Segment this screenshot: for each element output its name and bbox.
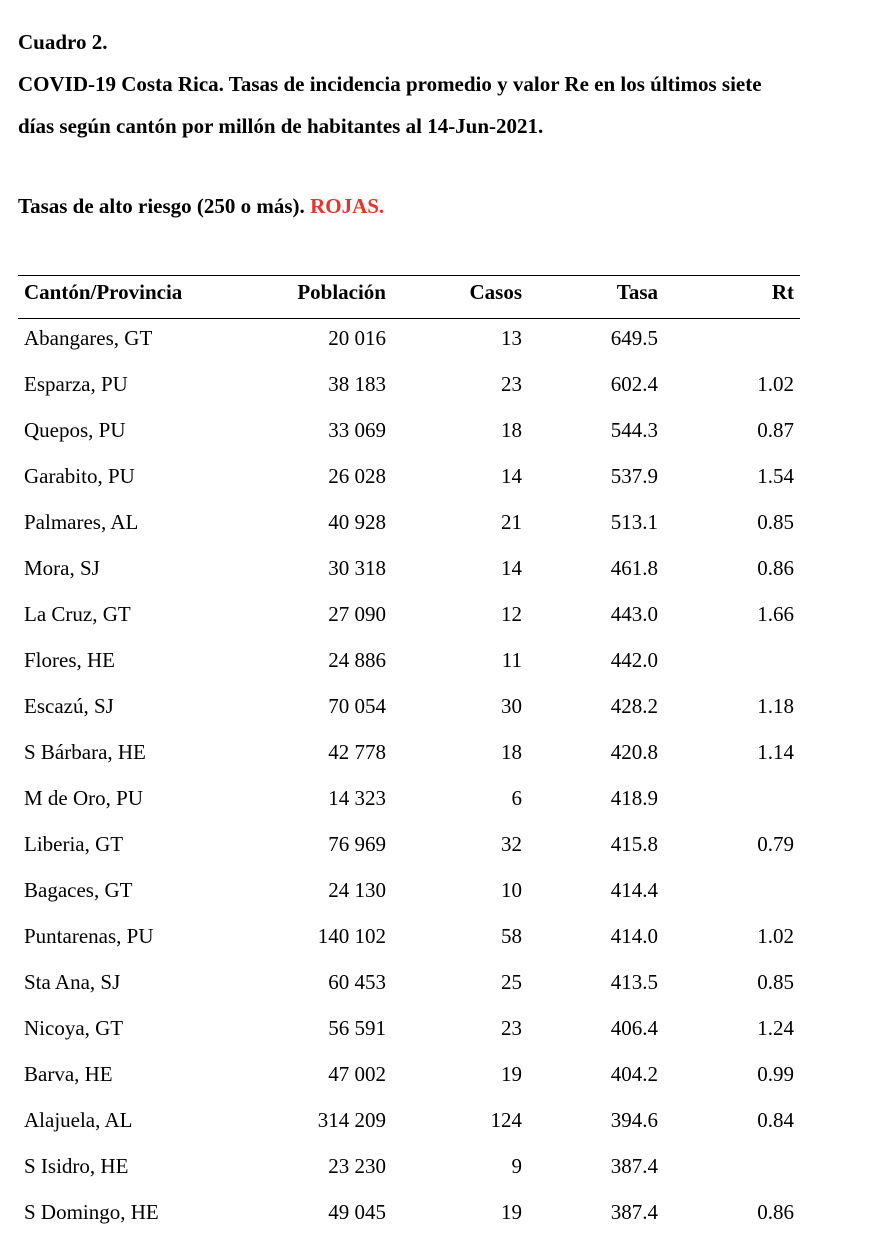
cell-cases: 21 [501, 510, 522, 534]
cell-rt: 1.14 [757, 740, 794, 764]
cell-rate: 394.6 [610, 1108, 658, 1132]
cell-population: 26 028 [328, 464, 386, 488]
cell-cases: 13 [501, 326, 522, 350]
cell-rate: 420.8 [610, 740, 658, 764]
cell-rate: 602.4 [610, 372, 658, 396]
cell-population: 56 591 [328, 1016, 386, 1040]
cell-rate: 442.0 [610, 648, 658, 672]
table-row [18, 959, 800, 1005]
cell-population: 14 323 [328, 786, 386, 810]
cell-rate: 414.4 [610, 878, 658, 902]
cell-rate: 428.2 [610, 694, 658, 718]
cell-population: 70 054 [328, 694, 386, 718]
cell-cases: 18 [501, 418, 522, 442]
table-row [18, 499, 800, 545]
column-header-rt: Rt [771, 280, 794, 304]
risk-caption-text: Tasas de alto riesgo (250 o más). [18, 194, 305, 218]
column-header-rate: Tasa [616, 280, 658, 304]
cell-cases: 19 [501, 1062, 522, 1086]
cell-population: 30 318 [328, 556, 386, 580]
table-row [18, 775, 800, 821]
cell-canton: Garabito, PU [24, 464, 135, 488]
cell-rt: 0.99 [757, 1062, 794, 1086]
cell-cases: 9 [511, 1154, 522, 1178]
cell-canton: Bagaces, GT [24, 878, 133, 902]
cell-rate: 413.5 [610, 970, 658, 994]
cell-canton: Nicoya, GT [24, 1016, 124, 1040]
cell-population: 76 969 [328, 832, 386, 856]
cell-rt: 1.66 [757, 602, 794, 626]
table-row [18, 1005, 800, 1051]
cell-canton: Abangares, GT [24, 326, 153, 350]
cell-rate: 544.3 [610, 418, 658, 442]
cell-population: 42 778 [328, 740, 386, 764]
cell-rate: 443.0 [610, 602, 658, 626]
cell-rate: 537.9 [610, 464, 658, 488]
cell-canton: Escazú, SJ [24, 694, 114, 718]
table-row [18, 361, 800, 407]
cell-population: 24 886 [328, 648, 386, 672]
cell-cases: 18 [501, 740, 522, 764]
cell-population: 24 130 [328, 878, 386, 902]
cell-canton: S Bárbara, HE [24, 740, 146, 764]
table-row [18, 1051, 800, 1097]
table-row [18, 545, 800, 591]
column-header-cases: Casos [469, 280, 522, 304]
column-header-population: Población [297, 280, 386, 304]
cell-population: 40 928 [328, 510, 386, 534]
cell-cases: 14 [501, 556, 522, 580]
table-number: Cuadro 2. [18, 30, 108, 54]
table-title-line-2: días según cantón por millón de habitantes al 14-Jun-2021. [18, 114, 544, 138]
cell-rate: 415.8 [610, 832, 658, 856]
cell-rt: 0.86 [757, 556, 794, 580]
cell-rt: 1.54 [757, 464, 794, 488]
table-row [18, 591, 800, 637]
risk-highlight-label: ROJAS. [310, 194, 385, 218]
cell-canton: Flores, HE [24, 648, 115, 672]
cell-canton: S Isidro, HE [24, 1154, 129, 1178]
cell-cases: 23 [501, 372, 522, 396]
risk-caption [18, 194, 384, 218]
cell-canton: Esparza, PU [24, 372, 128, 396]
cell-canton: S Domingo, HE [24, 1200, 159, 1224]
table-row [18, 913, 800, 959]
cell-population: 33 069 [328, 418, 386, 442]
cell-canton: Alajuela, AL [24, 1108, 133, 1132]
cell-population: 314 209 [317, 1108, 386, 1132]
cell-cases: 25 [501, 970, 522, 994]
cell-cases: 19 [501, 1200, 522, 1224]
cell-cases: 11 [501, 648, 522, 672]
cell-cases: 23 [501, 1016, 522, 1040]
cell-rt: 1.18 [757, 694, 794, 718]
cell-rate: 513.1 [610, 510, 658, 534]
table-row [18, 637, 800, 683]
table-body [18, 315, 800, 1235]
cell-rt: 1.02 [757, 924, 794, 948]
cell-rt: 1.24 [757, 1016, 794, 1040]
table-row [18, 315, 800, 361]
cell-rate: 387.4 [610, 1200, 658, 1224]
cell-rate: 404.2 [610, 1062, 658, 1086]
cell-rt: 1.02 [757, 372, 794, 396]
table-row [18, 683, 800, 729]
cell-cases: 10 [501, 878, 522, 902]
cell-cases: 6 [511, 786, 522, 810]
cell-population: 140 102 [317, 924, 386, 948]
column-header-canton: Cantón/Provincia [24, 280, 183, 304]
cell-canton: Sta Ana, SJ [24, 970, 121, 994]
cell-canton: Quepos, PU [24, 418, 126, 442]
cell-population: 38 183 [328, 372, 386, 396]
table-row [18, 1143, 800, 1189]
table-row [18, 867, 800, 913]
cell-cases: 12 [501, 602, 522, 626]
cell-canton: La Cruz, GT [24, 602, 131, 626]
table-row [18, 1097, 800, 1143]
cell-cases: 30 [501, 694, 522, 718]
cell-population: 23 230 [328, 1154, 386, 1178]
cell-rate: 406.4 [610, 1016, 658, 1040]
table-row [18, 821, 800, 867]
cell-cases: 14 [501, 464, 522, 488]
cell-rate: 387.4 [610, 1154, 658, 1178]
cell-cases: 58 [501, 924, 522, 948]
cell-population: 20 016 [328, 326, 386, 350]
cell-rate: 418.9 [610, 786, 658, 810]
cell-population: 49 045 [328, 1200, 386, 1224]
cell-population: 47 002 [328, 1062, 386, 1086]
cell-rt: 0.84 [757, 1108, 794, 1132]
cell-canton: Barva, HE [24, 1062, 113, 1086]
table-row [18, 1189, 800, 1235]
cell-rt: 0.79 [757, 832, 794, 856]
cell-population: 60 453 [328, 970, 386, 994]
cell-canton: Liberia, GT [24, 832, 124, 856]
cell-canton: M de Oro, PU [24, 786, 143, 810]
table-title-line-1: COVID-19 Costa Rica. Tasas de incidencia promedio y valor Re en los últimos siete [18, 72, 762, 96]
table-header-row [18, 276, 800, 318]
table-row [18, 453, 800, 499]
cell-cases: 124 [490, 1108, 522, 1132]
table-row [18, 407, 800, 453]
table-row [18, 729, 800, 775]
cell-rate: 649.5 [610, 326, 658, 350]
cell-rate: 414.0 [610, 924, 658, 948]
cell-canton: Puntarenas, PU [24, 924, 154, 948]
cell-rt: 0.86 [757, 1200, 794, 1224]
cell-cases: 32 [501, 832, 522, 856]
cell-rt: 0.85 [757, 510, 794, 534]
cell-canton: Mora, SJ [24, 556, 100, 580]
cell-rate: 461.8 [610, 556, 658, 580]
cell-canton: Palmares, AL [24, 510, 139, 534]
cell-rt: 0.87 [757, 418, 794, 442]
cell-population: 27 090 [328, 602, 386, 626]
cell-rt: 0.85 [757, 970, 794, 994]
incidence-table [18, 275, 800, 1239]
